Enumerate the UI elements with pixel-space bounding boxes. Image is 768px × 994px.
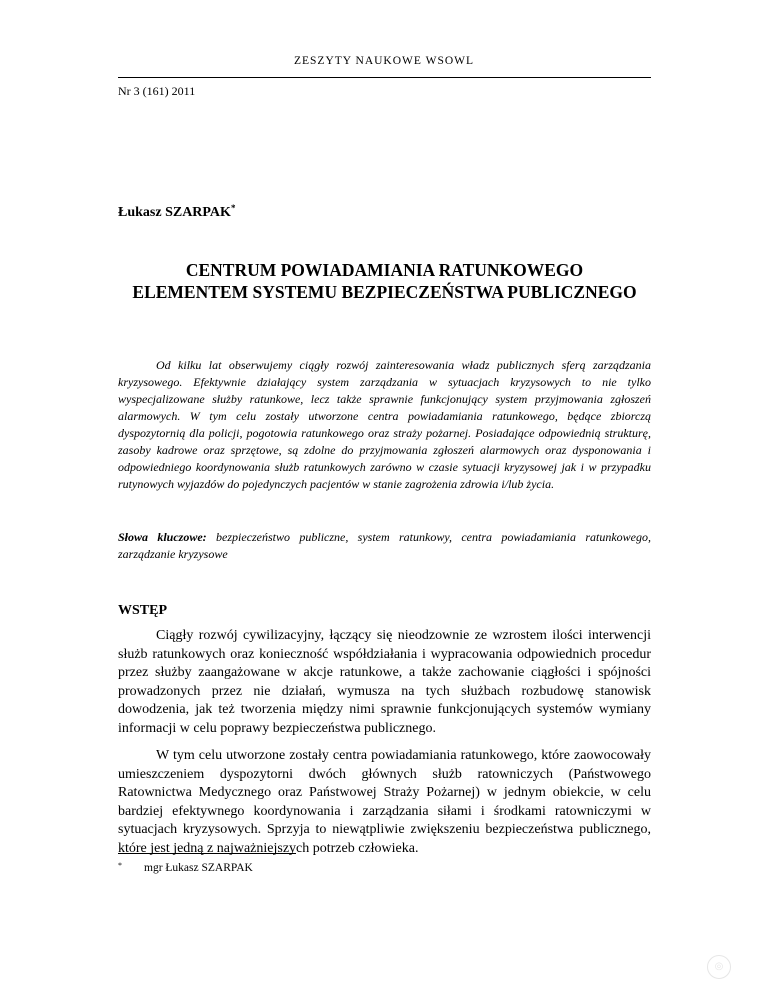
author-name: Łukasz SZARPAK: [118, 205, 231, 220]
issue-number: Nr 3 (161) 2011: [118, 84, 196, 98]
keywords-text: bezpieczeństwo publiczne, system ratunkowy, centra powiadamiania ratunkowego, zarządzanie kryzysowe: [118, 530, 652, 561]
footnote: [118, 862, 253, 874]
body-paragraph-1: Ciągły rozwój cywilizacyjny, łączący się nieodzownie ze wzrostem ilości interwencji służb ratunkowych oraz konieczność współdziałania i wypracowania odpowiednich procedur przez służby zaangażowane w akcje ratunkowe, a także zachowanie ciągłości i spójności prowadzonych przez nie działań, wymusza na tych służbach rozbudowę stanowisk dowodzenia, jak też tworzenia między nimi sprawnie funkcjonujących systemów wymiany informacji w celu poprawy bezpieczeństwa publicznego.: [118, 628, 651, 736]
keywords-label: Słowa kluczowe:: [118, 530, 207, 544]
keywords: [118, 529, 651, 563]
section-body: [118, 627, 651, 858]
section-heading: WSTĘP: [118, 603, 168, 618]
paper-title: [118, 259, 651, 303]
header-rule: [118, 77, 651, 78]
watermark-icon: ◎: [707, 955, 731, 979]
body-paragraph-2: W tym celu utworzone zostały centra powiadamiania ratunkowego, które zaowocowały umieszczeniem dyspozytorni dwóch głównych służb ratowniczych (Państwowego Ratownictwa Medycznego oraz Państwowej Straży Pożarnej) w jednym obiekcie, w celu bardziej efektywnego koordynowania i zarządzania siłami i środkami ratowniczymi w sytuacjach kryzysowych. Sprzyja to niewątpliwie zwiększeniu bezpieczeństwa publicznego, które jest jedną z najważniejszych potrzeb człowieka.: [118, 748, 651, 856]
abstract-text: Od kilku lat obserwujemy ciągły rozwój zainteresowania władz publicznych sferą zarządzania kryzysowego. Efektywnie działający system zarządzania w sytuacjach kryzysowych to nie tylko wyspecjalizowane służby ratunkowe, lecz także sprawnie funkcjonujący system przyjmowania zgłoszeń alarmowych. W tym celu zostały utworzone centra powiadamiania ratunkowego, będące zbiorczą dyspozytornią dla policji, pogotowia ratunkowego oraz straży pożarnej. Posiadające odpowiednią strukturę, zasoby kadrowe oraz sprzętowe, są zdolne do przyjmowania zgłoszeń alarmowych oraz dysponowania i odpowiedniego koordynowania służb ratunkowych zarówno w czasie sytuacji kryzysowej jak i w przypadku rutynowych wyjazdów do pojedynczych pacjentów w stanie zagrożenia zdrowia i/lub życia.: [118, 358, 651, 491]
author-footnote-mark: *: [230, 203, 236, 213]
author-name-line: [118, 205, 235, 221]
footnote-rule: [118, 853, 296, 854]
title-line-1: CENTRUM POWIADAMIANIA RATUNKOWEGO: [185, 260, 584, 280]
abstract: [118, 357, 651, 493]
journal-running-head: ZESZYTY NAUKOWE WSOWL: [293, 55, 475, 67]
footnote-mark: *: [118, 861, 122, 870]
footnote-text: mgr Łukasz SZARPAK: [144, 862, 253, 874]
title-line-2: ELEMENTEM SYSTEMU BEZPIECZEŃSTWA PUBLICZNEGO: [132, 282, 637, 302]
